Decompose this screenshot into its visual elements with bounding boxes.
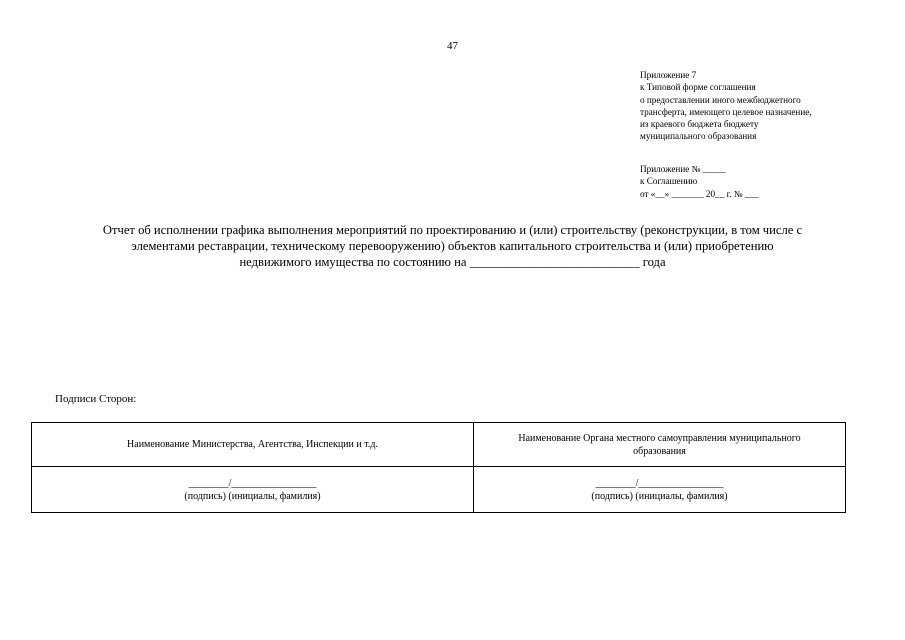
appendix-line: о предоставлении иного межбюджетного (640, 94, 801, 105)
report-title (30, 222, 875, 270)
municipality-signature-line: ________/_________________ (595, 477, 724, 489)
municipality-name-cell (474, 423, 846, 467)
ministry-name-label: Наименование Министерства, Агентства, Инспекции и т.д. (127, 439, 378, 450)
municipality-signature-caption: (подпись) (инициалы, фамилия) (591, 490, 728, 502)
appendix-line: к Типовой форме соглашения (640, 82, 756, 93)
signature-table (31, 422, 846, 513)
appendix-line: из краевого бюджета бюджету (640, 119, 759, 130)
ministry-name-cell (32, 423, 474, 467)
agreement-appendix-line: от «__» _______ 20__ г. № ___ (640, 188, 759, 199)
municipality-name-label: Наименование Органа местного самоуправления муниципального (518, 432, 801, 444)
page-number: 47 (447, 40, 458, 52)
signatures-label: Подписи Сторон: (55, 393, 137, 405)
report-title-line: Отчет об исполнении графика выполнения мероприятий по проектированию и (или) строительству (реконструкции, в том числе с (102, 223, 803, 237)
municipality-name-label: образования (633, 445, 686, 457)
ministry-signature-caption: (подпись) (инициалы, фамилия) (184, 490, 321, 502)
agreement-appendix-line: Приложение № _____ (640, 164, 726, 174)
agreement-appendix-line: к Соглашению (640, 176, 698, 187)
ministry-signature-line: ________/_________________ (188, 477, 317, 489)
report-title-line: недвижимого имущества по состоянию на ___________________________ года (239, 255, 666, 269)
report-title-line: элементами реставрации, техническому перевооружению) объектов капитального строительства и (или) приобретению (131, 239, 774, 253)
appendix-line: муниципального образования (640, 131, 757, 142)
signature-table-sign-row (32, 467, 846, 513)
signature-table-header-row (32, 423, 846, 467)
appendix-line: Приложение 7 (640, 70, 697, 80)
ministry-signature-cell (32, 467, 474, 513)
appendix-heading (640, 69, 812, 143)
agreement-appendix-heading (640, 163, 759, 200)
municipality-signature-cell (474, 467, 846, 513)
appendix-line: трансферта, имеющего целевое назначение, (640, 106, 812, 117)
